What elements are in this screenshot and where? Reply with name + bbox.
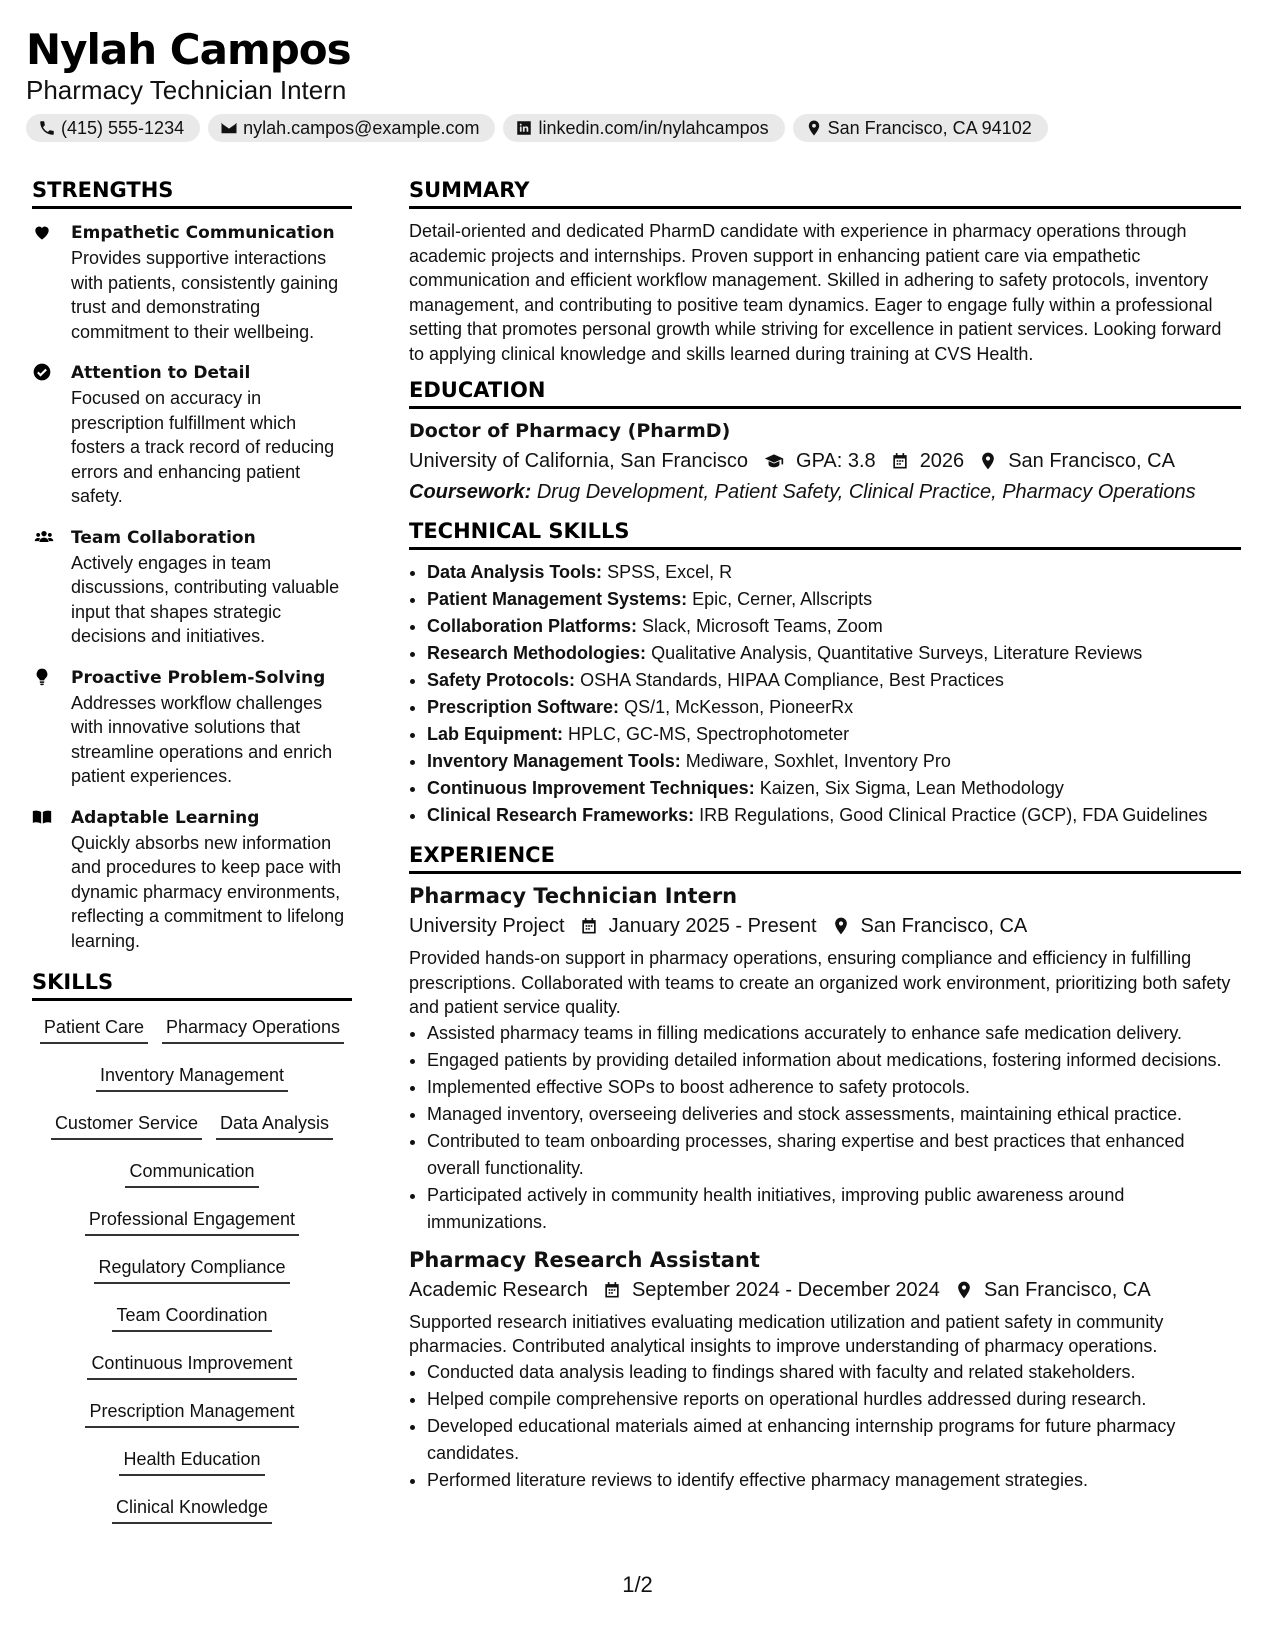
calendar-icon [602, 1280, 622, 1300]
coursework-label: Coursework: [409, 481, 532, 503]
tech-label: Continuous Improvement Techniques: [427, 778, 755, 798]
list-item [427, 721, 1241, 748]
contact-location-text: San Francisco, CA 94102 [827, 117, 1032, 138]
tech-label: Data Analysis Tools: [427, 562, 603, 582]
skill-tag: Data Analysis [216, 1111, 333, 1140]
skill-tag: Professional Engagement [85, 1207, 299, 1236]
job-bullets [409, 1020, 1241, 1236]
skill-tag: Patient Care [40, 1015, 148, 1044]
tech-value: HPLC, GC-MS, Spectrophotometer [568, 724, 850, 744]
contact-phone-text: (415) 555-1234 [61, 117, 185, 138]
strength-desc: Provides supportive interactions with patients, consistently gaining trust and demonstrating commitment to their wellbeing. [71, 248, 339, 342]
calendar-icon [579, 916, 599, 936]
skill-tag: Health Education [119, 1447, 264, 1476]
book-open-icon [32, 807, 52, 827]
contact-phone[interactable] [26, 114, 200, 142]
contact-email-text: nylah.campos@example.com [243, 117, 480, 138]
page-number: 1/2 [622, 1572, 653, 1597]
job-org: Academic Research [409, 1278, 588, 1301]
envelope-icon [220, 119, 238, 137]
tech-value: QS/1, McKesson, PioneerRx [624, 697, 854, 717]
contact-bar [26, 114, 1048, 142]
list-item: • Developed educational materials aimed at enhancing internship programs for future pharmacy candidates. [427, 1413, 1241, 1467]
summary-heading: SUMMARY [409, 178, 1241, 209]
tech-label: Lab Equipment: [427, 724, 563, 744]
users-icon [32, 527, 56, 547]
skill-tag: Inventory Management [96, 1063, 288, 1092]
list-item [427, 667, 1241, 694]
strength-item [32, 526, 352, 649]
education-meta [409, 445, 1241, 477]
candidate-name: Nylah Campos [26, 25, 351, 74]
job-title: Pharmacy Research Assistant [409, 1247, 760, 1272]
list-item: • Assisted pharmacy teams in filling medications accurately to enhance safe medication delivery. [427, 1020, 1241, 1047]
strength-title: Attention to Detail [71, 363, 251, 383]
strength-desc: Focused on accuracy in prescription fulfillment which fosters a track record of reducing errors and enhancing patient safety. [71, 388, 335, 506]
strength-desc: Quickly absorbs new information and procedures to keep pace with dynamic pharmacy environments, reflecting a commitment to lifelong learning. [71, 832, 345, 951]
strength-title: Empathetic Communication [71, 223, 335, 243]
list-item: • Managed inventory, overseeing deliveries and stock assessments, maintaining ethical practice. [427, 1101, 1241, 1128]
education-heading: EDUCATION [409, 378, 1241, 409]
map-pin-icon [978, 451, 998, 471]
linkedin-icon [515, 119, 533, 137]
job-description: Provided hands-on support in pharmacy operations, ensuring compliance and efficiency in fulfilling prescriptions. Collaborated with teams to create an organized work environment, prioritizing both safety and patient service quality. [409, 948, 1231, 1017]
heart-icon [32, 222, 52, 242]
tech-value: Qualitative Analysis, Quantitative Surveys, Literature Reviews [651, 643, 1143, 663]
list-item [427, 613, 1241, 640]
strength-title: Adaptable Learning [71, 807, 260, 828]
tech-label: Inventory Management Tools: [427, 751, 681, 771]
skill-tag: Prescription Management [85, 1399, 298, 1428]
skills-list [32, 1011, 352, 1539]
tech-label: Research Methodologies: [427, 643, 647, 663]
job-meta [409, 910, 1241, 942]
skills-heading: SKILLS [32, 970, 352, 1001]
tech-value: Slack, Microsoft Teams, Zoom [642, 616, 883, 636]
education-year: 2026 [919, 450, 965, 472]
technical-skills-heading: TECHNICAL SKILLS [409, 519, 1241, 550]
summary-text: Detail-oriented and dedicated PharmD candidate with experience in pharmacy operations through academic projects and internships. Proven support in enhancing patient care via empathetic communication and efficient workflow management. Skilled in adhering to safety protocols, inventory management, and contributing to positive team dynamics. Eager to engage fully within a professional setting that promotes personal growth while striving for excellence in patient services. Looking forward to applying clinical knowledge and skills learned during training at CVS Health. [409, 221, 1222, 364]
skill-tag: Regulatory Compliance [94, 1255, 289, 1284]
tech-label: Safety Protocols: [427, 670, 576, 690]
phone-icon [38, 119, 56, 137]
list-item [427, 586, 1241, 613]
tech-value: Mediware, Soxhlet, Inventory Pro [685, 751, 951, 771]
tech-value: SPSS, Excel, R [607, 562, 733, 582]
skill-tag: Continuous Improvement [87, 1351, 296, 1380]
education-school: University of California, San Francisco [409, 450, 749, 472]
skill-tag: Team Coordination [112, 1303, 271, 1332]
job-dates: September 2024 - December 2024 [631, 1278, 940, 1301]
job-org: University Project [409, 915, 565, 937]
skill-tag: Pharmacy Operations [162, 1015, 344, 1044]
education-location: San Francisco, CA [1008, 450, 1175, 472]
tech-label: Collaboration Platforms: [427, 616, 638, 636]
strength-desc: Addresses workflow challenges with innovative solutions that streamline operations and enrich patient experiences. [71, 692, 333, 786]
technical-skills-list [409, 559, 1241, 829]
job-dates: January 2025 - Present [608, 915, 817, 937]
list-item [427, 694, 1241, 721]
calendar-icon [890, 451, 910, 471]
job-meta [409, 1274, 1241, 1306]
coursework-list: Drug Development, Patient Safety, Clinical Practice, Pharmacy Operations [536, 481, 1196, 503]
education-degree: Doctor of Pharmacy (PharmD) [409, 420, 731, 442]
candidate-role: Pharmacy Technician Intern [26, 75, 347, 105]
experience-heading: EXPERIENCE [409, 843, 1241, 874]
job-bullets [409, 1359, 1241, 1494]
list-item: • Helped compile comprehensive reports on operational hurdles addressed during research. [427, 1386, 1241, 1413]
tech-value: Epic, Cerner, Allscripts [692, 589, 873, 609]
lightbulb-icon [32, 667, 52, 687]
strengths-heading: STRENGTHS [32, 178, 352, 209]
job-location: San Francisco, CA [860, 915, 1028, 937]
contact-email[interactable] [208, 114, 495, 142]
list-item: • Implemented effective SOPs to boost adherence to safety protocols. [427, 1074, 1241, 1101]
strength-title: Proactive Problem-Solving [71, 667, 326, 688]
tech-value: IRB Regulations, Good Clinical Practice (GCP), FDA Guidelines [699, 805, 1208, 825]
list-item [427, 802, 1241, 829]
graduation-cap-icon [762, 451, 786, 471]
education-coursework [409, 477, 1241, 507]
list-item: • Engaged patients by providing detailed information about medications, fostering informed decisions. [427, 1047, 1241, 1074]
list-item [427, 640, 1241, 667]
contact-location [793, 114, 1048, 142]
tech-label: Clinical Research Frameworks: [427, 805, 695, 825]
strength-title: Team Collaboration [71, 527, 256, 548]
strength-item [32, 361, 352, 509]
strength-item [32, 221, 352, 344]
check-circle-icon [32, 362, 52, 382]
map-pin-icon [831, 916, 851, 936]
map-pin-icon [954, 1280, 974, 1300]
list-item: • Conducted data analysis leading to findings shared with faculty and related stakeholders. [427, 1359, 1241, 1386]
education-gpa: GPA: 3.8 [796, 450, 876, 472]
tech-label: Patient Management Systems: [427, 589, 688, 609]
list-item [427, 748, 1241, 775]
contact-linkedin[interactable] [503, 114, 784, 142]
list-item [427, 775, 1241, 802]
list-item: • Participated actively in community health initiatives, improving public awareness around immunizations. [427, 1182, 1241, 1236]
tech-label: Prescription Software: [427, 697, 620, 717]
skill-tag: Clinical Knowledge [112, 1495, 272, 1524]
job-title: Pharmacy Technician Intern [409, 884, 738, 908]
strength-desc: Actively engages in team discussions, contributing valuable input that shapes strategic decisions and initiatives. [71, 552, 340, 646]
left-column [32, 178, 352, 1539]
tech-value: OSHA Standards, HIPAA Compliance, Best Practices [580, 670, 1004, 690]
tech-value: Kaizen, Six Sigma, Lean Methodology [759, 778, 1064, 798]
job-location: San Francisco, CA [983, 1278, 1151, 1301]
skill-tag: Customer Service [51, 1111, 202, 1140]
strength-item [32, 666, 352, 789]
list-item [427, 559, 1241, 586]
job-description: Supported research initiatives evaluating medication utilization and patient safety in community pharmacies. Contributed analytical insights to improve understanding of pharmacy operations. [409, 1311, 1164, 1356]
contact-linkedin-text: linkedin.com/in/nylahcampos [538, 117, 769, 138]
map-pin-icon [805, 119, 823, 137]
job-entry [409, 882, 1241, 1236]
job-entry [409, 1246, 1241, 1494]
right-column [409, 178, 1241, 1494]
list-item: • Contributed to team onboarding processes, sharing expertise and best practices that enhanced overall functionality. [427, 1128, 1241, 1182]
skill-tag: Communication [125, 1159, 258, 1188]
strength-item [32, 806, 352, 954]
list-item: • Performed literature reviews to identify effective pharmacy management strategies. [427, 1467, 1241, 1494]
